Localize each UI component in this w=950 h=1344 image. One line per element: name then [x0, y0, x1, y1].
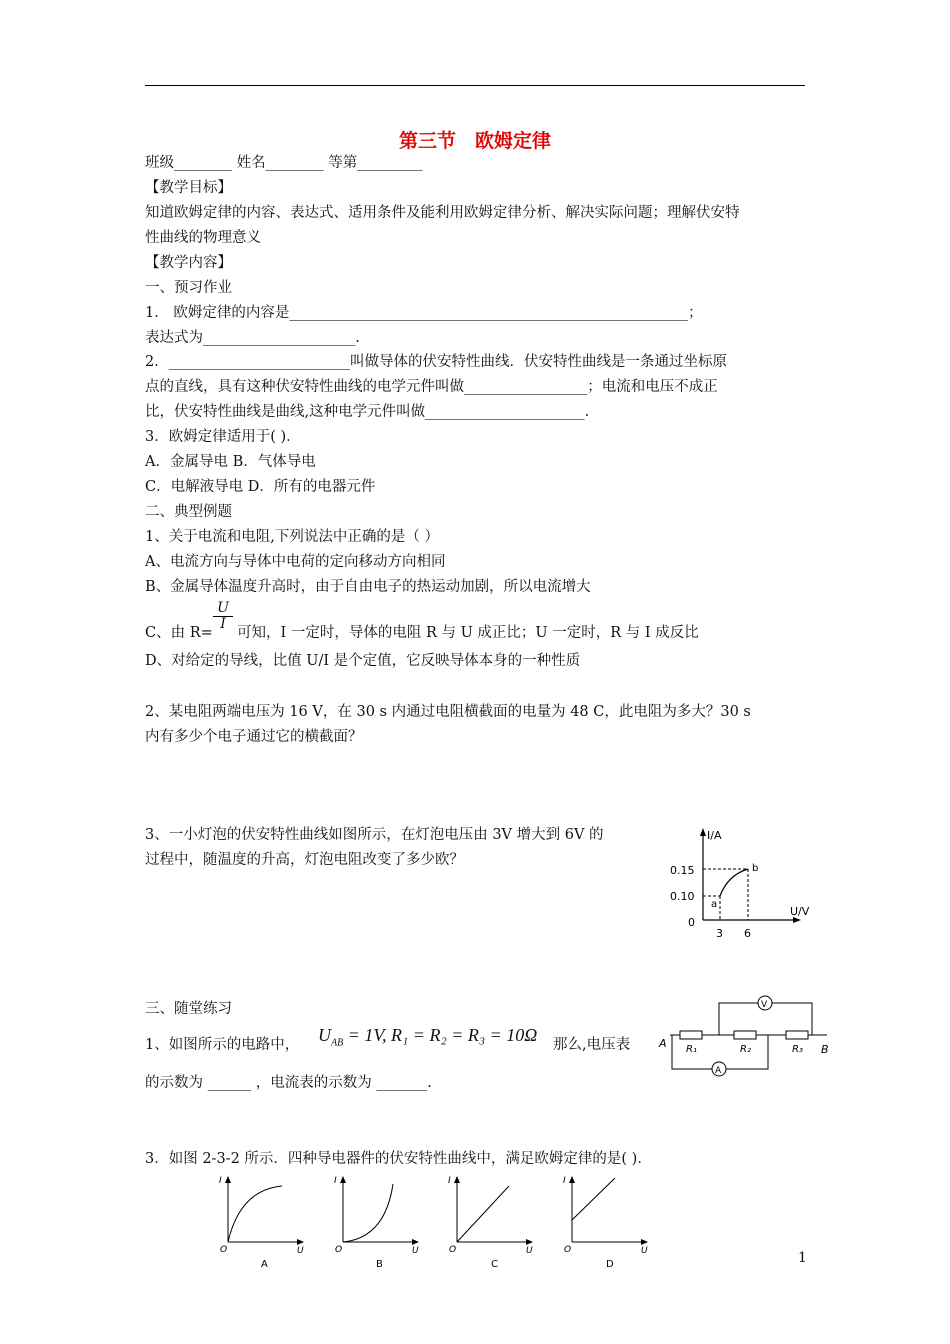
graph-y-label: I/A [707, 829, 722, 842]
q3-stem: 3．欧姆定律适用于( )． [145, 429, 301, 445]
graph-d-x-label: U [641, 1246, 648, 1256]
circuit-diagram [655, 995, 840, 1080]
p1-formula [318, 1025, 537, 1049]
q2-line3: 比，伏安特性曲线是曲线,这种电学元件叫做______________________. [145, 404, 590, 420]
node-b-label: B [821, 1043, 829, 1056]
graph-d-origin: O [564, 1245, 572, 1255]
fraction-denominator: I [220, 616, 226, 632]
p1-line2: 的示数为 ______ ，电流表的示数为 _______. [145, 1075, 432, 1091]
curve-a [228, 1186, 282, 1242]
section1-heading: 一、预习作业 [145, 280, 232, 296]
graph-x-label: U/V [790, 905, 810, 918]
node-a-label: A [659, 1037, 667, 1050]
goal-text-line2: 性曲线的物理意义 [145, 230, 261, 246]
header-fields: 班级________ 姓名________ 等第_________ [145, 155, 423, 171]
ex1-stem: 1、关于电流和电阻,下列说法中正确的是（ ） [145, 529, 439, 545]
q1-line2: 表达式为_____________________. [145, 330, 360, 346]
graph-b-origin: O [335, 1245, 343, 1255]
graph-c [448, 1176, 533, 1270]
r1-label: R₁ [686, 1044, 697, 1055]
bulb-iu-graph [660, 825, 820, 945]
r3-label: R₃ [792, 1044, 803, 1055]
graph-a [219, 1176, 304, 1270]
ex2-line1: 2、某电阻两端电压为 16 V，在 30 s 内通过电阻横截面的电量为 48 C，此电阻为多大？30 s [145, 704, 751, 720]
graph-a-x-label: U [297, 1246, 304, 1256]
ammeter-label: A [715, 1066, 722, 1076]
graph-d-y-label: I [563, 1176, 566, 1186]
q2-line2: 点的直线，具有这种伏安特性曲线的电学元件叫做_________________；电流和电压不成正 [145, 379, 718, 395]
curve-d [572, 1178, 615, 1220]
p3-stem: 3．如图 2-3-2 所示．四种导电器件的伏安特性曲线中，满足欧姆定律的是( )． [145, 1151, 652, 1167]
goal-heading: 【教学目标】 [145, 180, 232, 196]
resistor-r1 [680, 1031, 702, 1039]
q3-options-1: A．金属导电 B．气体导电 [145, 454, 316, 470]
graph-y-tick-015: 0.15 [670, 864, 695, 877]
ex1-option-a: A、电流方向与导体中电荷的定向移动方向相同 [145, 554, 446, 570]
goal-text-line1: 知道欧姆定律的内容、表达式、适用条件及能利用欧姆定律分析、解决实际问题；理解伏安特 [145, 205, 740, 221]
graph-b-caption: B [376, 1259, 383, 1270]
graph-y-tick-0: 0 [688, 916, 695, 929]
curve-c [457, 1186, 509, 1242]
ex1-option-c-prefix: C、由 R= [145, 625, 213, 641]
page-title: 第三节 欧姆定律 [398, 130, 551, 152]
graph-a-origin: O [220, 1245, 228, 1255]
voltmeter-label: V [761, 1000, 768, 1010]
q1-line1: 1． 欧姆定律的内容是_______________________________________________________； [145, 305, 703, 321]
fraction-numerator: U [213, 601, 233, 617]
graph-x-tick-6: 6 [744, 927, 751, 940]
formula-u-value: = 1V [343, 1025, 383, 1045]
bulb-curve [720, 869, 748, 896]
ex1-option-d: D、对给定的导线，比值 U/I 是个定值，它反映导体本身的一种性质 [145, 653, 581, 669]
graph-c-y-label: I [448, 1176, 451, 1186]
ex2-line2: 内有多少个电子通过它的横截面？ [145, 729, 363, 745]
formula-u: U [318, 1025, 331, 1045]
graph-b-x-label: U [412, 1246, 419, 1256]
graph-a-caption: A [261, 1259, 268, 1270]
page-number: 1 [798, 1250, 807, 1266]
formula-resistors: , R₁ = R₂ = R₃ = 10Ω [382, 1025, 538, 1045]
resistor-r3 [786, 1031, 808, 1039]
q2-line1: 2．_________________________叫做导体的伏安特性曲线．伏安特性曲线是一条通过坐标原 [145, 354, 727, 370]
section3-heading: 三、随堂练习 [145, 1001, 232, 1017]
graph-point-a: a [711, 899, 718, 910]
ex1-option-c-text: 可知，I 一定时，导体的电阻 R 与 U 成正比；U 一定时，R 与 I 成反比 [237, 625, 699, 641]
graph-d-caption: D [606, 1259, 614, 1270]
graph-d [563, 1176, 648, 1270]
p1-prefix: 1、如图所示的电路中， [145, 1037, 300, 1053]
ex3-line1: 3、一小灯泡的伏安特性曲线如图所示，在灯泡电压由 3V 增大到 6V 的 [145, 827, 604, 843]
graph-b [334, 1176, 419, 1270]
r2-label: R₂ [740, 1044, 751, 1055]
graph-c-caption: C [491, 1259, 498, 1270]
ex3-line2: 过程中，随温度的升高，灯泡电阻改变了多少欧？ [145, 852, 464, 868]
p1-suffix: 那么,电压表 [553, 1037, 631, 1053]
graph-a-y-label: I [219, 1176, 222, 1186]
header-rule [145, 85, 805, 86]
fraction-u-over-i [213, 601, 233, 632]
curve-b [343, 1184, 393, 1242]
graph-x-tick-3: 3 [716, 927, 723, 940]
ex1-option-b: B、金属导体温度升高时，由于自由电子的热运动加剧，所以电流增大 [145, 579, 591, 595]
four-iu-graphs [210, 1170, 660, 1275]
graph-c-x-label: U [526, 1246, 533, 1256]
graph-y-tick-010: 0.10 [670, 890, 695, 903]
content-heading: 【教学内容】 [145, 255, 232, 271]
q3-options-2: C．电解液导电 D．所有的电器元件 [145, 479, 376, 495]
formula-u-sub: AB [331, 1037, 344, 1049]
graph-point-b: b [752, 863, 759, 874]
graph-b-y-label: I [334, 1176, 337, 1186]
section2-heading: 二、典型例题 [145, 504, 232, 520]
graph-c-origin: O [449, 1245, 457, 1255]
resistor-r2 [734, 1031, 756, 1039]
